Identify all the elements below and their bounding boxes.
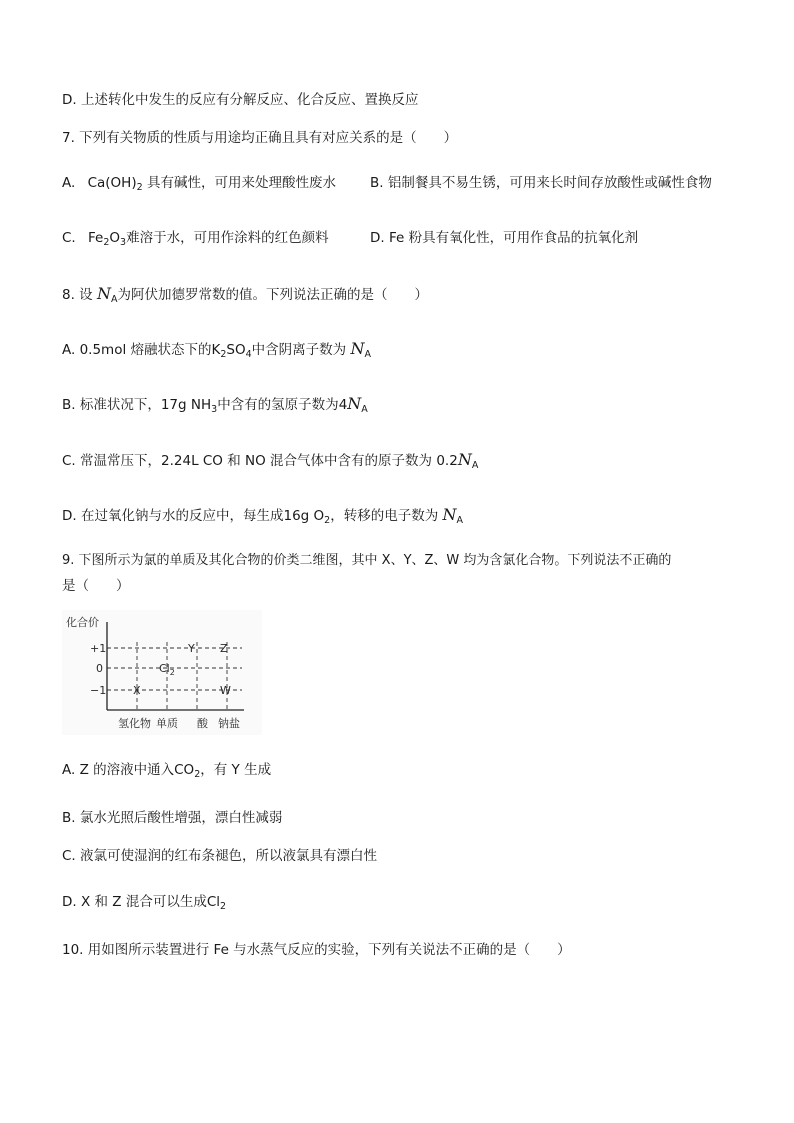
- q10-stem: 10. 用如图所示装置进行 Fe 与水蒸气反应的实验，下列有关说法不正确的是（ ）: [62, 942, 571, 958]
- q8-a-pre: A. 0.5mol 熔融状态下的: [62, 342, 212, 358]
- q8-na-sub: A: [110, 294, 118, 305]
- q8-a-post: 中含阴离子数为: [251, 342, 347, 358]
- q8-d-mass: 16g O: [283, 508, 325, 524]
- q8-a-so-sub: 4: [245, 349, 252, 360]
- q7-c-text: 难溶于水，可用作涂料的红色颜料: [126, 230, 329, 246]
- q9-option-b: B. 氯水光照后酸性增强，漂白性减弱: [62, 810, 283, 826]
- q7-option-b: B. 铝制餐具不易生锈，可用来长时间存放酸性或碱性食物: [370, 175, 712, 191]
- y-axis-title: 化合价: [66, 616, 99, 629]
- q9-d-cl-sub: 2: [220, 901, 227, 912]
- q8-option-d: [62, 505, 463, 531]
- q8-option-c: [62, 450, 478, 476]
- q8-option-a: [62, 339, 371, 365]
- point-y: Y: [188, 642, 195, 655]
- q8-a-na-sub: A: [364, 349, 371, 360]
- q9-option-c: C. 液氯可使湿润的红布条褪色，所以液氯具有漂白性: [62, 848, 378, 864]
- point-x: X: [133, 684, 141, 697]
- q8-d-o-sub: 2: [324, 515, 331, 526]
- q7-option-a: [62, 173, 336, 198]
- q8-d-post: ，转移的电子数为: [330, 508, 439, 524]
- y-tick-plus1: +1: [90, 642, 107, 655]
- q7-a-label: A.: [62, 175, 76, 191]
- q8-c-na-sub: A: [471, 460, 479, 471]
- point-w: W: [220, 684, 231, 697]
- q8-d-na-sub: A: [456, 515, 463, 526]
- q8-b-na: N: [347, 394, 362, 413]
- q7-a-text: 具有碱性，可用来处理酸性废水: [146, 175, 336, 191]
- q8-b-na-sub: A: [361, 404, 368, 415]
- q8-option-b: [62, 394, 368, 420]
- q9-d-cl: Cl: [206, 894, 221, 910]
- valence-category-diagram: [62, 610, 262, 735]
- q7-stem: 7. 下列有关物质的性质与用途均正确且具有对应关系的是（ ）: [62, 130, 458, 146]
- q8-a-k: K: [211, 342, 221, 358]
- q8-stem-pre: 8. 设: [62, 287, 93, 303]
- q7-option-d: D. Fe 粉具有氧化性，可用作食品的抗氧化剂: [370, 230, 639, 246]
- q6-option-d: D. 上述转化中发生的反应有分解反应、化合反应、置换反应: [62, 92, 419, 108]
- q8-d-na: N: [442, 505, 457, 524]
- q7-c-fe: Fe: [88, 230, 104, 246]
- q8-b-nh: NH: [190, 397, 212, 413]
- q8-stem-post: 为阿伏加德罗常数的值。下列说法正确的是（ ）: [117, 287, 428, 303]
- q8-a-so: SO: [226, 342, 246, 358]
- q8-b-pre: B. 标准状况下，17g: [62, 397, 187, 413]
- x-category-acid: 酸: [197, 717, 208, 730]
- x-category-hydride: 氢化物: [118, 717, 151, 730]
- q8-b-mid: 中含有的氢原子数为: [217, 397, 339, 413]
- q9-a-pre: A. Z 的溶液中通入: [62, 762, 175, 778]
- q9-d-pre: D. X 和 Z 混合可以生成: [62, 894, 207, 910]
- q8-stem: [62, 284, 428, 310]
- q9-stem-line1: 9. 下图所示为氯的单质及其化合物的价类二维图，其中 X、Y、Z、W 均为含氯化合物。下列说法不正确的: [62, 553, 672, 568]
- q8-c-pre: C. 常温常压下，2.24L CO 和 NO 混合气体中含有的原子数为: [62, 453, 433, 469]
- x-category-sodium-salt: 钠盐: [218, 717, 240, 730]
- q8-a-na: N: [350, 339, 365, 358]
- q9-option-a: [62, 760, 271, 785]
- point-cl2: $Cl_2$: [159, 662, 175, 677]
- q8-b-nh-sub: 3: [211, 404, 218, 415]
- q7-c-o: O: [109, 230, 121, 246]
- y-tick-zero: 0: [96, 662, 103, 675]
- q8-c-na: N: [457, 450, 472, 469]
- q9-stem-line2: 是（ ）: [62, 578, 130, 594]
- x-category-element: 单质: [156, 717, 178, 730]
- q9-a-co-sub: 2: [194, 769, 201, 780]
- q8-a-k-sub: 2: [220, 349, 227, 360]
- q9-a-post: ，有 Y 生成: [200, 762, 272, 778]
- q7-a-formula: Ca(OH): [87, 175, 137, 191]
- q7-a-sub: 2: [136, 182, 143, 193]
- y-tick-minus1: −1: [90, 684, 107, 697]
- q7-c-sub1: 2: [103, 237, 110, 248]
- q9-option-d: [62, 892, 226, 917]
- q8-d-pre: D. 在过氧化钠与水的反应中，每生成: [62, 508, 284, 524]
- q8-na: N: [96, 284, 111, 303]
- q8-c-coef: 0.2: [436, 453, 458, 469]
- q9-a-co: CO: [174, 762, 195, 778]
- q8-b-coef: 4: [338, 397, 348, 413]
- q7-option-c: [62, 228, 329, 253]
- q7-c-label: C.: [62, 230, 76, 246]
- point-z: Z: [220, 642, 228, 655]
- q7-c-sub2: 3: [120, 237, 127, 248]
